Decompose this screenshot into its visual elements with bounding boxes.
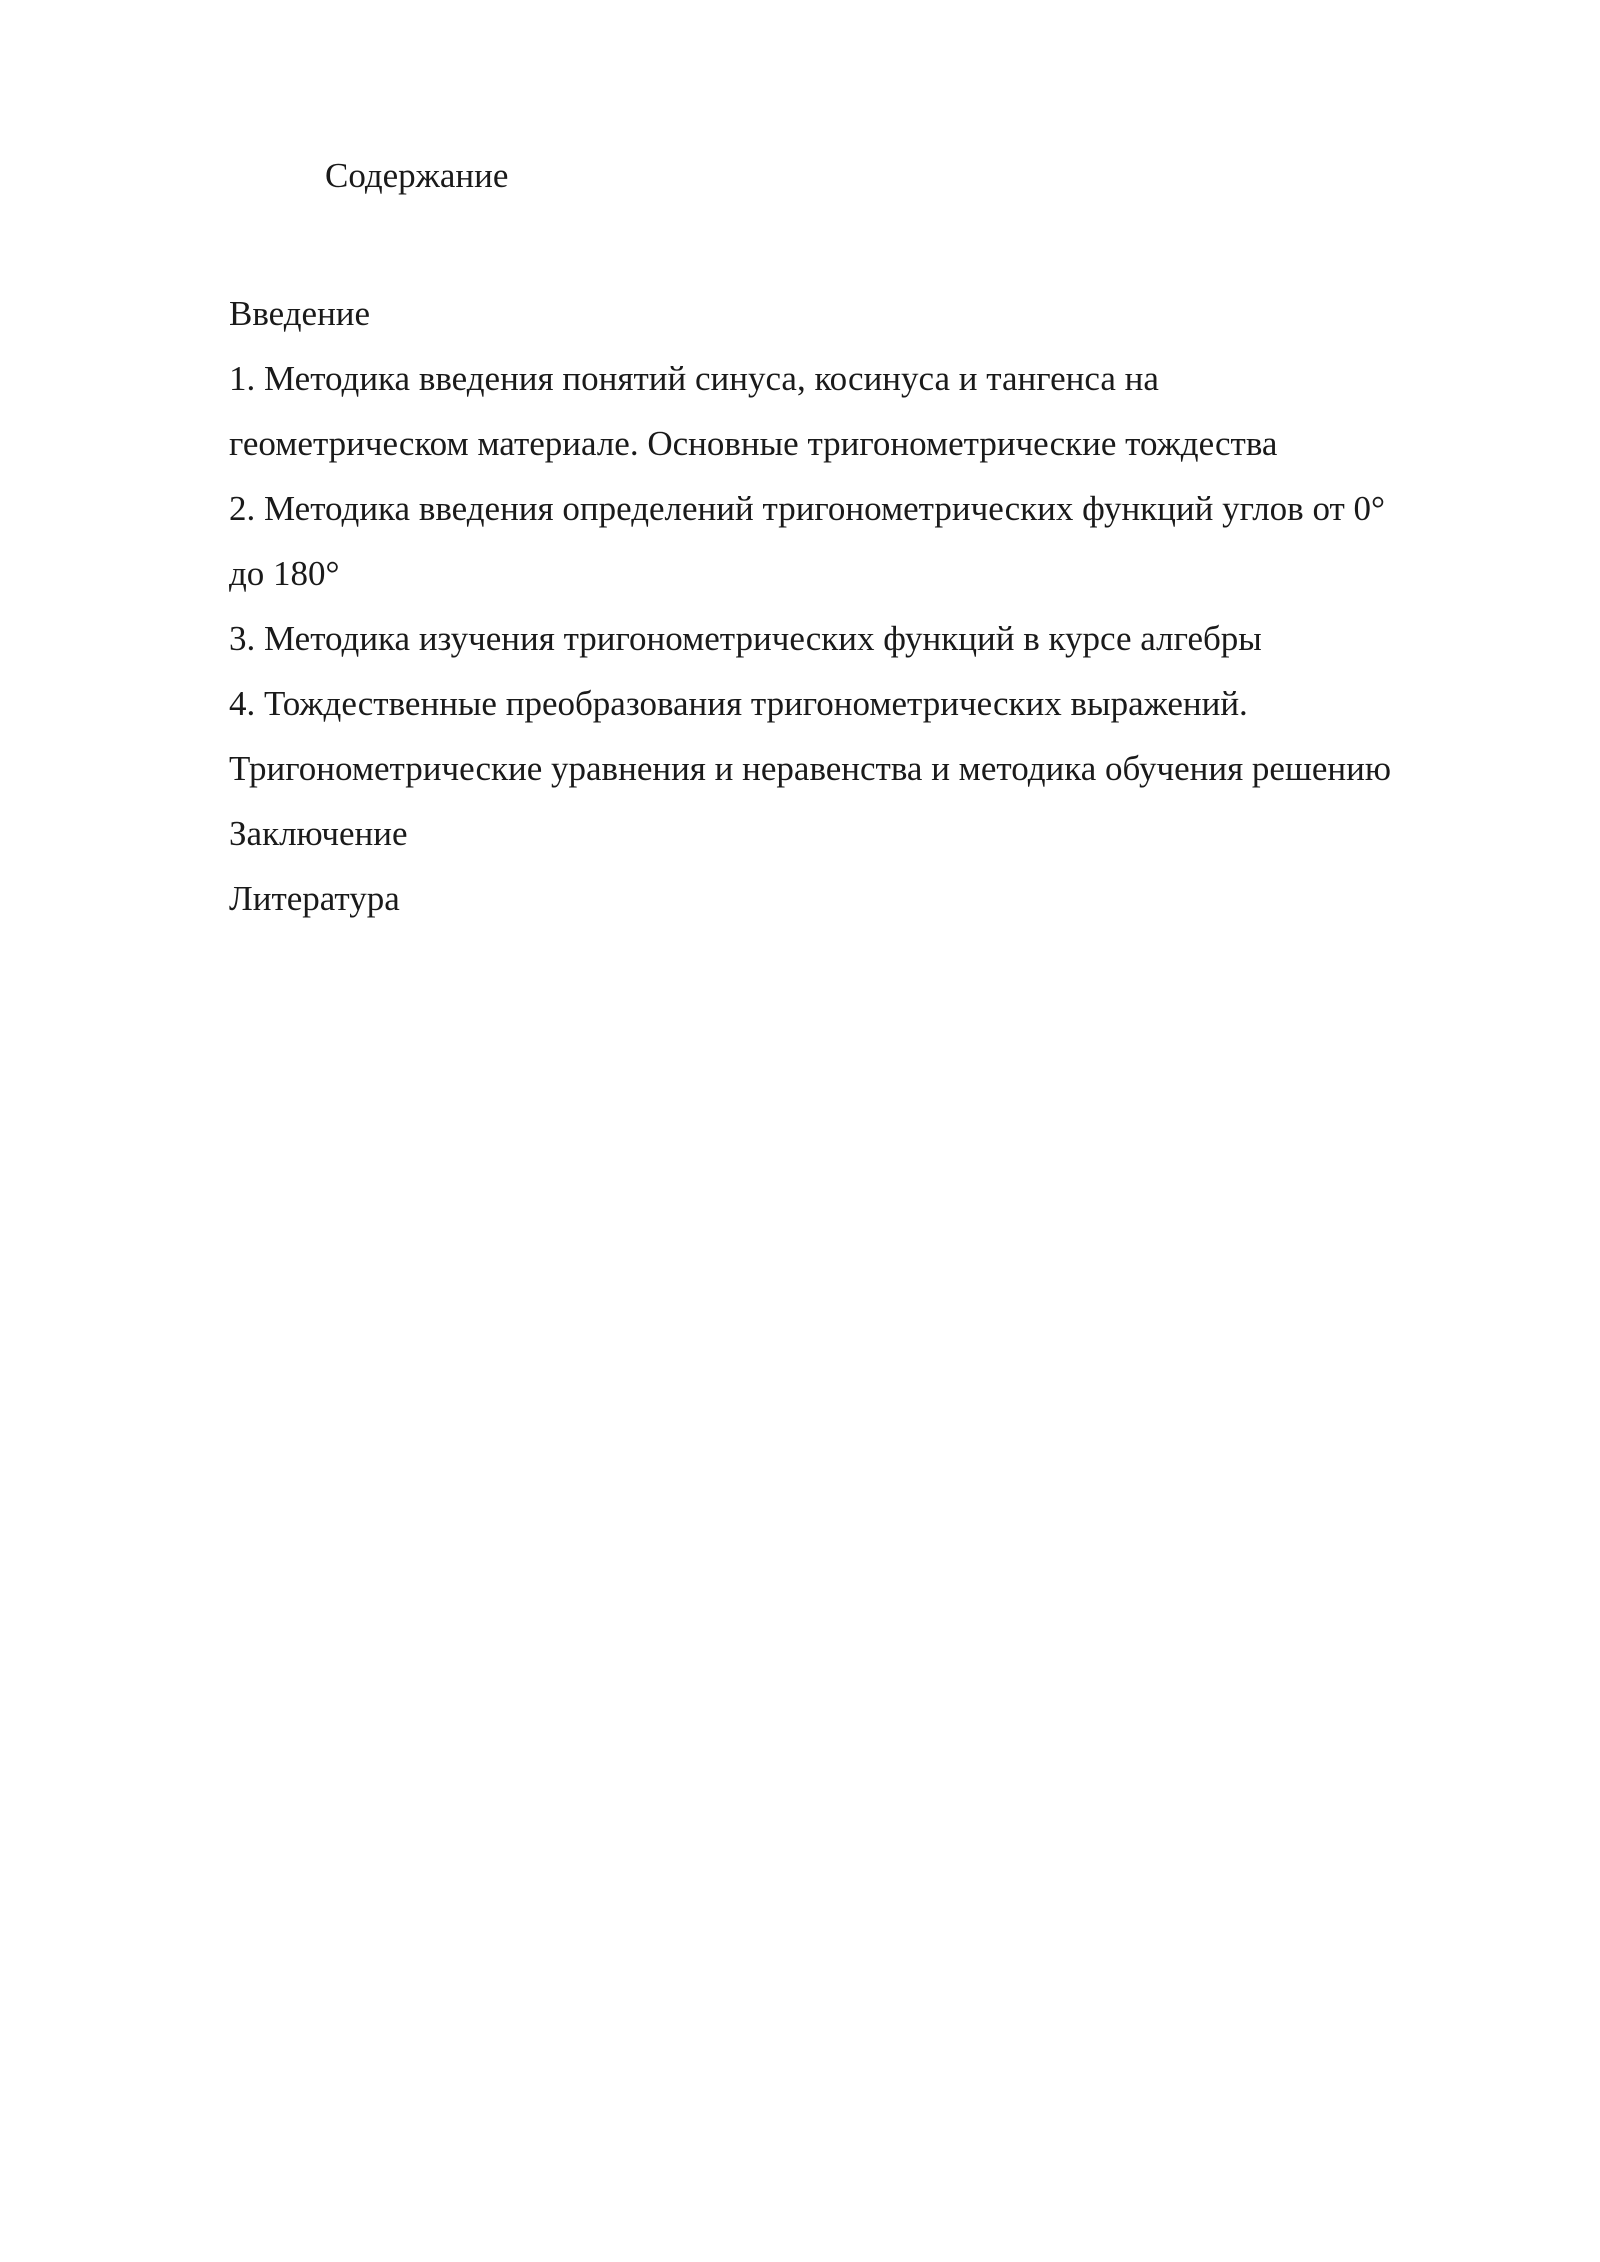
table-of-contents [229, 281, 1529, 931]
toc-entry-chapter-2-line-1: 2. Методика введения определений тригонометрических функций углов от 0° [229, 489, 1386, 528]
toc-entry-chapter-1-line-2: геометрическом материале. Основные тригонометрические тождества [229, 424, 1278, 463]
toc-heading: Содержание [325, 156, 509, 195]
toc-entry-chapter-4-line-2: Тригонометрические уравнения и неравенства и методика обучения решению [229, 749, 1392, 788]
toc-entry-introduction: Введение [229, 294, 371, 333]
toc-entry-chapter-1-line-1: 1. Методика введения понятий синуса, косинуса и тангенса на [229, 359, 1159, 398]
toc-entry-conclusion: Заключение [229, 814, 408, 853]
toc-entry-chapter-4-line-1: 4. Тождественные преобразования тригонометрических выражений. [229, 684, 1248, 723]
toc-entry-chapter-2-line-2: до 180° [229, 554, 340, 593]
toc-entry-literature: Литература [229, 879, 400, 918]
toc-entry-chapter-3: 3. Методика изучения тригонометрических функций в курсе алгебры [229, 619, 1262, 658]
